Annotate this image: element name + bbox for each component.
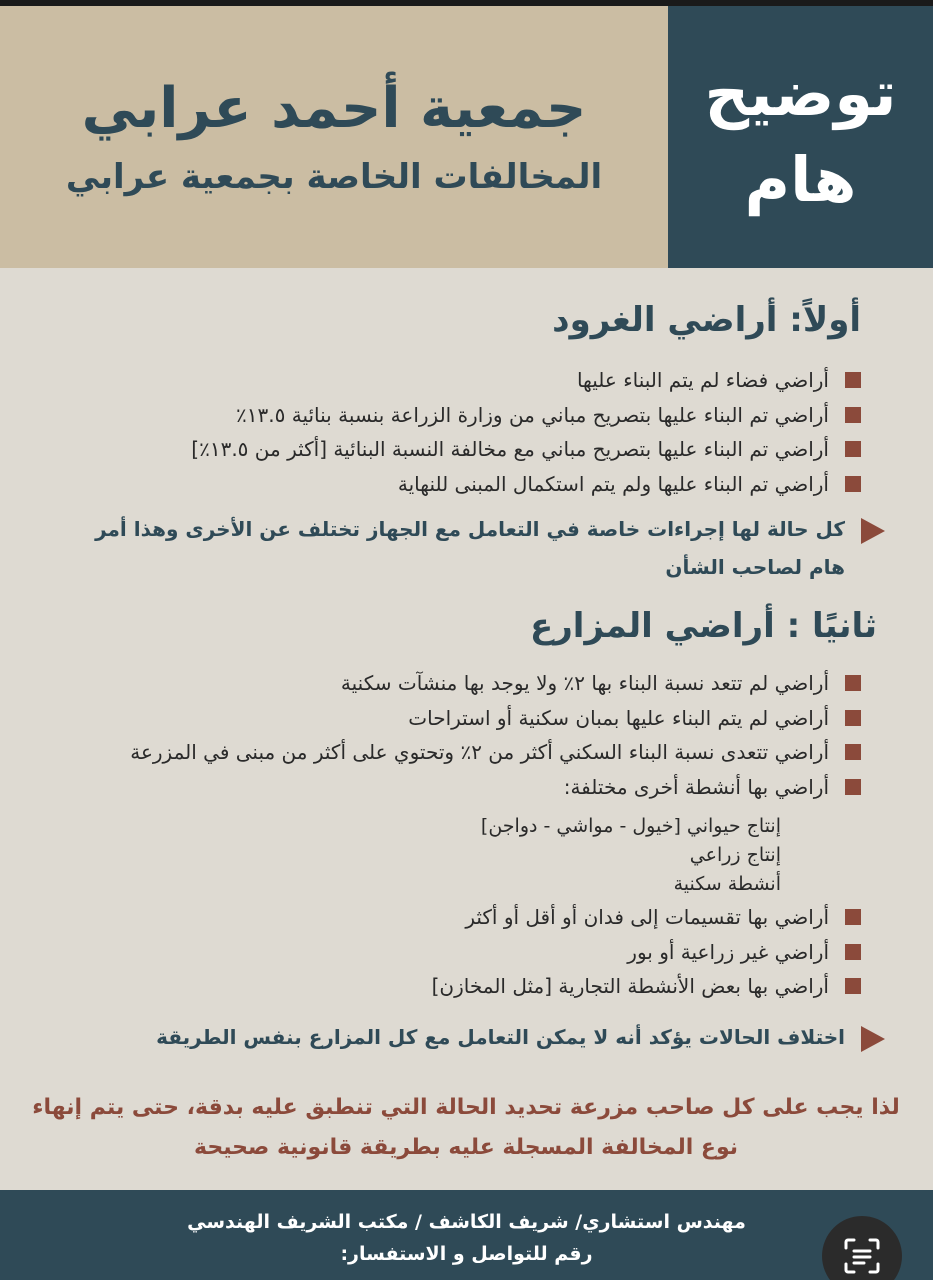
square-bullet-icon — [845, 675, 861, 691]
list-item: أراضي تتعدى نسبة البناء السكني أكثر من ٢٪ وتحتوي على أكثر من مبنى في المزرعة — [130, 735, 861, 770]
conclusion-text: لذا يجب على كل صاحب مزرعة تحديد الحالة التي تنطبق عليه بدقة، حتى يتم إنهاء نوع المخالفة المسجلة عليه بطريقة قانونية صحيحة — [32, 1095, 900, 1160]
square-bullet-icon — [845, 372, 861, 388]
page-title: جمعية أحمد عرابي — [81, 76, 587, 141]
list-item: أنشطة سكنية — [673, 873, 781, 895]
list-item: أراضي فضاء لم يتم البناء عليها — [191, 363, 861, 398]
footer-contact-line: رقم للتواصل و الاستفسار: — [340, 1243, 593, 1265]
section-1-title: أولاً: أراضي الغرود — [552, 300, 861, 340]
list-item: إنتاج زراعي — [689, 844, 781, 866]
square-bullet-icon — [845, 944, 861, 960]
list-item: أراضي تم البناء عليها ولم يتم استكمال المبنى للنهاية — [191, 467, 861, 502]
square-bullet-icon — [845, 476, 861, 492]
header-title-block — [0, 6, 668, 268]
section-2-note: اختلاف الحالات يؤكد أنه لا يمكن التعامل مع كل المزارع بنفس الطريقة — [65, 1018, 885, 1056]
page-subtitle: المخالفات الخاصة بجمعية عرابي — [65, 157, 603, 197]
list-item: أراضي بها بعض الأنشطة التجارية [مثل المخازن] — [432, 969, 861, 1004]
important-note-badge — [668, 6, 933, 268]
square-bullet-icon — [845, 779, 861, 795]
list-item: أراضي لم تتعد نسبة البناء بها ٢٪ ولا يوجد بها منشآت سكنية — [130, 666, 861, 701]
section-2-list — [130, 666, 861, 804]
triangle-pointer-icon — [861, 518, 885, 544]
square-bullet-icon — [845, 744, 861, 760]
square-bullet-icon — [845, 909, 861, 925]
header-banner — [0, 6, 933, 268]
footer-engineer-line: مهندس استشاري/ شريف الكاشف / مكتب الشريف الهندسي — [187, 1211, 746, 1233]
list-item: أراضي تم البناء عليها بتصريح مباني من وزارة الزراعة بنسبة بنائية ١٣.٥٪ — [191, 398, 861, 433]
section-2-title: ثانيًا : أراضي المزارع — [529, 606, 877, 646]
list-item: أراضي بها أنشطة أخرى مختلفة: — [130, 770, 861, 805]
list-item: أراضي بها تقسيمات إلى فدان أو أقل أو أكثر — [432, 900, 861, 935]
badge-line-2: هام — [744, 143, 857, 216]
badge-line-1: توضيح — [704, 57, 897, 130]
list-item: أراضي لم يتم البناء عليها بمبان سكنية أو استراحات — [130, 701, 861, 736]
footer-bar — [0, 1190, 933, 1280]
triangle-pointer-icon — [861, 1026, 885, 1052]
square-bullet-icon — [845, 441, 861, 457]
list-item: إنتاج حيواني [خيول - مواشي - دواجن] — [480, 815, 781, 837]
square-bullet-icon — [845, 978, 861, 994]
square-bullet-icon — [845, 710, 861, 726]
list-item: أراضي غير زراعية أو بور — [432, 935, 861, 970]
list-item: أراضي تم البناء عليها بتصريح مباني مع مخالفة النسبة البنائية [أكثر من ١٣.٥٪] — [191, 432, 861, 467]
section-2-sublist — [481, 812, 781, 899]
section-1-list — [191, 363, 861, 501]
square-bullet-icon — [845, 407, 861, 423]
scan-text-icon — [842, 1236, 882, 1276]
section-1-note: كل حالة لها إجراءات خاصة في التعامل مع الجهاز تختلف عن الأخرى وهذا أمر هام لصاحب الشأن — [65, 510, 885, 586]
section-2-list-continued — [432, 900, 861, 1004]
